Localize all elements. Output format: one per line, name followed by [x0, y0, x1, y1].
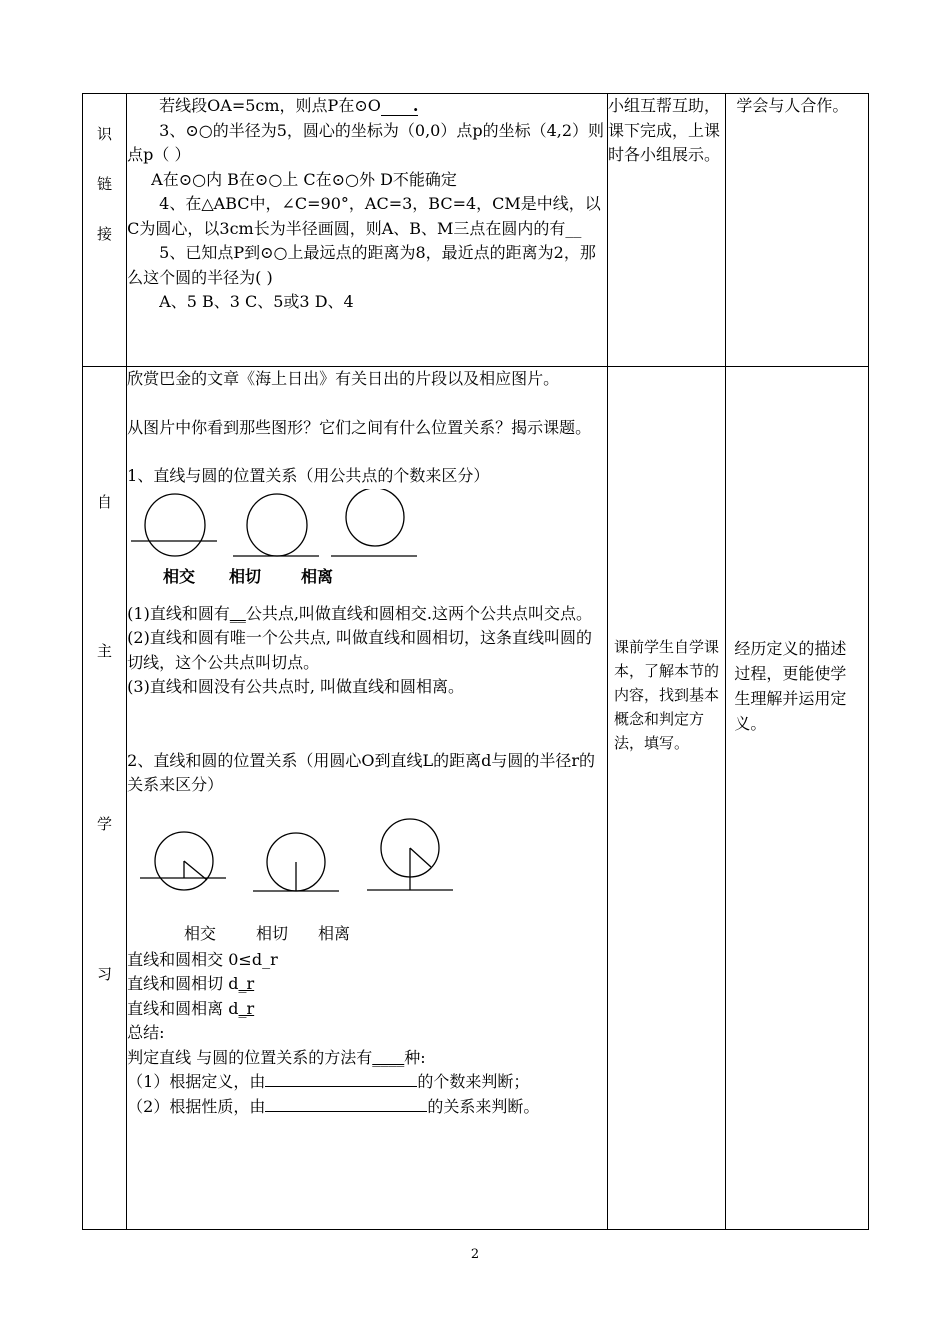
side-label-char: 习 [97, 965, 113, 983]
side-label-char: 接 [97, 225, 113, 243]
methods-text: 判定直线 与圆的位置关系的方法有 [127, 1047, 373, 1067]
side-label-char: 链 [97, 175, 113, 193]
definition-text: (2)直线和圆有唯一个公共点, 叫做直线和圆相切，这条直线叫圆的切线，这个公共点叫切点。 [127, 628, 592, 672]
answer-blank [265, 1111, 427, 1112]
exercise-options: A、5 B、3 C、5或3 D、4 [159, 292, 354, 311]
summary-label: 总结: [127, 1023, 165, 1042]
relation-text: 直线和圆相切 d [127, 974, 239, 993]
circle-tangent [247, 494, 307, 556]
side-label-char: 主 [97, 642, 113, 660]
method-text: （1）根据定义，由 [127, 1072, 266, 1091]
exercise-content [127, 94, 608, 367]
method-text: （2）根据性质，由 [127, 1096, 266, 1116]
question-text: 从图片中你看到那些图形？它们之间有什么位置关系？揭示课题。 [127, 417, 592, 437]
section-title: 1、直线与圆的位置关系（用公共点的个数来区分） [127, 466, 490, 485]
figure-line-circle-intersections [127, 489, 597, 589]
goal-note: 经历定义的描述过程，更能使学生理解并运用定义。 [734, 639, 847, 733]
exercise-line: 5、已知点P到⊙○上最远点的距离为8，最近点的距离为2，那么这个圆的半径为( ) [127, 243, 596, 287]
side-label-char: 自 [97, 493, 113, 511]
study-content: 欣赏巴金的文章《海上日出》有关日出的片段以及相应图片。 从图片中你看到那些图形？它们之间有什么位置关系？揭示课题。 1、直线与圆的位置关系（用公共点的个数来区分） 相交 相切 相离 (1)直线和圆有__公共点,叫做直线和圆相交.这两个公共点叫交点。 (2)直线和圆有唯一个公共点, 叫做直线和圆相切，这条直线叫圆的切线，这个公共点叫切点。 (3)直线和圆没有公共点时, 叫做直线和圆相离。 2、直线和圆的位置关系（用圆心O到直线L的距离d与圆的半径r的关系来区分） 相交 相切 相离 直线和圆相交 0≤d_r 直线和圆相切 d_r 直线和圆相离 d_r 总结: 判定直线 与圆的位置关系的方法有____种: （1）根据定义，由 的个数来判断； （2）根据性质，由 的关系来判断。 [127, 367, 608, 1230]
circle-intersect [145, 494, 205, 556]
answer-blank: ____ [372, 1047, 405, 1067]
section-title: 2、直线和圆的位置关系（用圆心O到直线L的距离d与圆的半径r的关系来区分） [127, 750, 595, 794]
figure-label: 相切 [229, 566, 262, 586]
goal-note: 学会与人合作。 [726, 94, 869, 367]
answer-blank: . [381, 97, 419, 116]
table-row-knowledge-link [83, 94, 869, 367]
table-row-self-study [83, 367, 869, 1230]
exercise-line: 4、在△ABC中，∠C=90°，AC=3，BC=4，CM是中线，以C为圆心，以3cm长为半径画圆，则A、B、M三点在圆内的有 [127, 194, 601, 238]
side-label-char: 识 [97, 125, 113, 143]
definition-text: (1)直线和圆有 [127, 603, 230, 623]
relation-text: 直线和圆相离 d [127, 998, 239, 1018]
exercise-options: A在⊙○内 B在⊙○上 C在⊙○外 D不能确定 [151, 169, 457, 189]
side-label-char: 学 [97, 815, 113, 833]
figure-label: 相交 [184, 923, 217, 943]
figure-label: 相离 [318, 923, 351, 943]
side-label-cell [83, 367, 127, 1230]
exercise-line: 若线段OA=5cm，则点P在⊙O [159, 96, 381, 115]
figure-distance-radius [127, 798, 597, 948]
activity-note: 小组互帮互助，课下完成，上课时各小组展示。 [607, 94, 725, 367]
figure-label: 相离 [301, 566, 334, 586]
answer-blank [265, 1086, 417, 1087]
radius-line [410, 848, 431, 867]
relation-text: 直线和圆相交 0≤d_r [127, 949, 278, 969]
lesson-table [82, 93, 869, 1230]
activity-cell [607, 367, 725, 1230]
definition-text: (3)直线和圆没有公共点时, 叫做直线和圆相离。 [127, 677, 464, 696]
answer-blank: __ [229, 603, 246, 623]
goal-cell [726, 367, 869, 1230]
radius-line [184, 861, 207, 880]
answer-blank: __ [565, 218, 582, 238]
figure-label: 相切 [256, 923, 289, 943]
intro-text: 欣赏巴金的文章《海上日出》有关日出的片段以及相应图片。 [127, 369, 560, 388]
answer-blank: _r [238, 974, 255, 993]
page-number: 2 [470, 1247, 480, 1262]
activity-note: 课前学生自学课本，了解本节的内容，找到基本概念和判定方法，填写。 [613, 638, 719, 752]
figure-label: 相交 [163, 566, 196, 586]
answer-blank: _r [238, 998, 255, 1018]
side-label-cell [83, 94, 127, 367]
circle-separate [346, 489, 404, 546]
exercise-line: 3、⊙○的半径为5，圆心的坐标为（0,0）点p的坐标（4,2）则点p（ ） [127, 120, 605, 164]
